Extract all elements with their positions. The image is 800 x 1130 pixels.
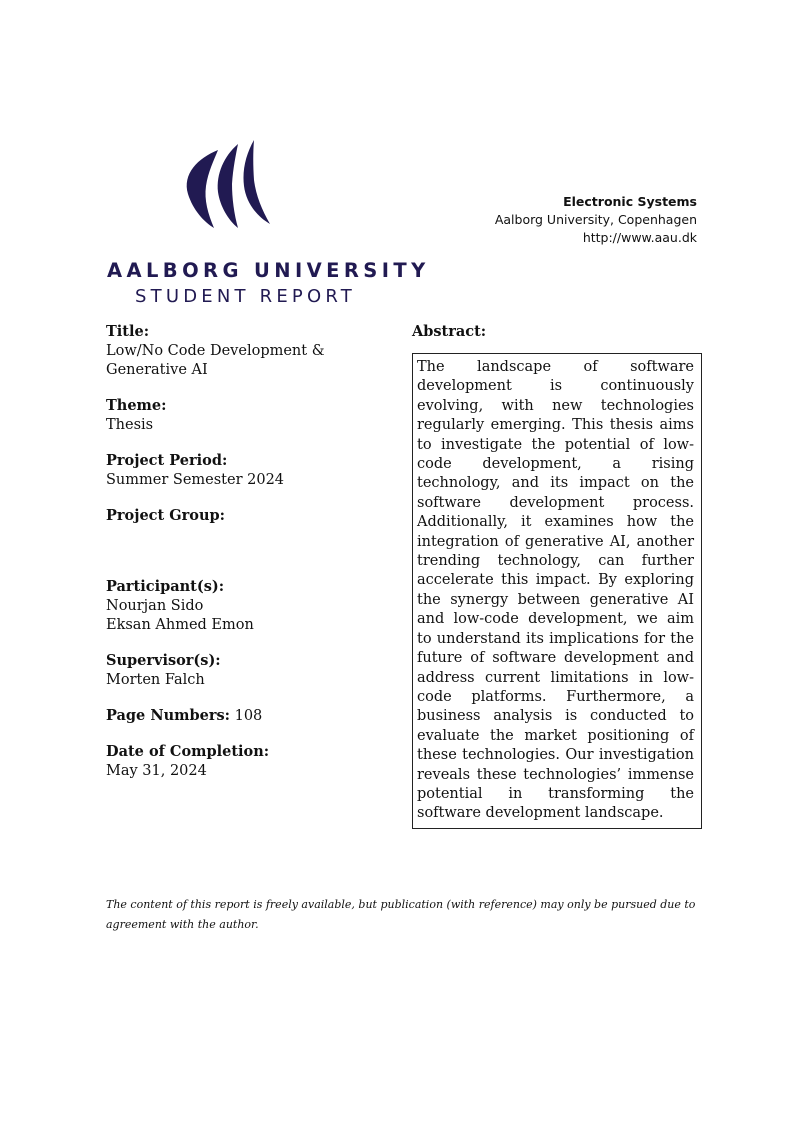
participants-field xyxy=(106,577,406,635)
theme-label: Theme: xyxy=(106,397,167,414)
university-logo-icon xyxy=(180,136,276,232)
title-value: Low/No Code Development & Generative AI xyxy=(106,343,325,378)
date-field xyxy=(106,742,406,781)
period-label: Project Period: xyxy=(106,452,228,469)
abstract-label: Abstract: xyxy=(412,323,487,340)
date-value: May 31, 2024 xyxy=(106,763,207,779)
date-label: Date of Completion: xyxy=(106,743,270,760)
group-label: Project Group: xyxy=(106,507,225,524)
period-field xyxy=(106,451,406,490)
group-field xyxy=(106,506,406,561)
supervisor-field xyxy=(106,651,406,690)
abstract-text: The landscape of software development is continuously evolving, with new technologies regularly emerging. This thesis aims to investigate the potential of low-code development, a rising technology, and its impact on the software development process. Additionally, it examines how the integration of generative AI, another trending technology, can further accelerate this impact. By exploring the synergy between generative AI and low-code development, we aim to understand its implications for the future of software development and address current limitations in low-code platforms. Furthermore, a business analysis is conducted to evaluate the market positioning of these technologies. Our investigation reveals these technologies’ immense potential in transforming the software development landscape. xyxy=(412,353,702,829)
participants-label: Participant(s): xyxy=(106,578,225,595)
department-block xyxy=(495,193,697,247)
theme-field xyxy=(106,396,406,435)
logo-wordmark: AALBORG UNIVERSITY xyxy=(107,259,430,282)
pages-value: 108 xyxy=(234,708,263,724)
participant-name: Eksan Ahmed Emon xyxy=(106,617,254,633)
supervisor-label: Supervisor(s): xyxy=(106,652,221,669)
university-name: Aalborg University, Copenhagen xyxy=(494,212,697,227)
title-field xyxy=(106,322,406,380)
participant-name: Nourjan Sido xyxy=(106,598,204,614)
supervisor-value: Morten Falch xyxy=(106,672,205,688)
logo-subtitle: STUDENT REPORT xyxy=(135,286,356,307)
pages-label: Page Numbers: xyxy=(106,707,230,724)
period-value: Summer Semester 2024 xyxy=(106,472,285,488)
pages-field xyxy=(106,706,406,726)
university-url[interactable]: http://www.aau.dk xyxy=(582,230,697,245)
title-label: Title: xyxy=(106,323,150,340)
license-footnote: The content of this report is freely available, but publication (with reference) may only be pursued due to agreement with the author. xyxy=(106,898,696,931)
theme-value: Thesis xyxy=(106,417,154,433)
report-metadata xyxy=(106,322,406,797)
department-name: Electronic Systems xyxy=(563,194,697,209)
